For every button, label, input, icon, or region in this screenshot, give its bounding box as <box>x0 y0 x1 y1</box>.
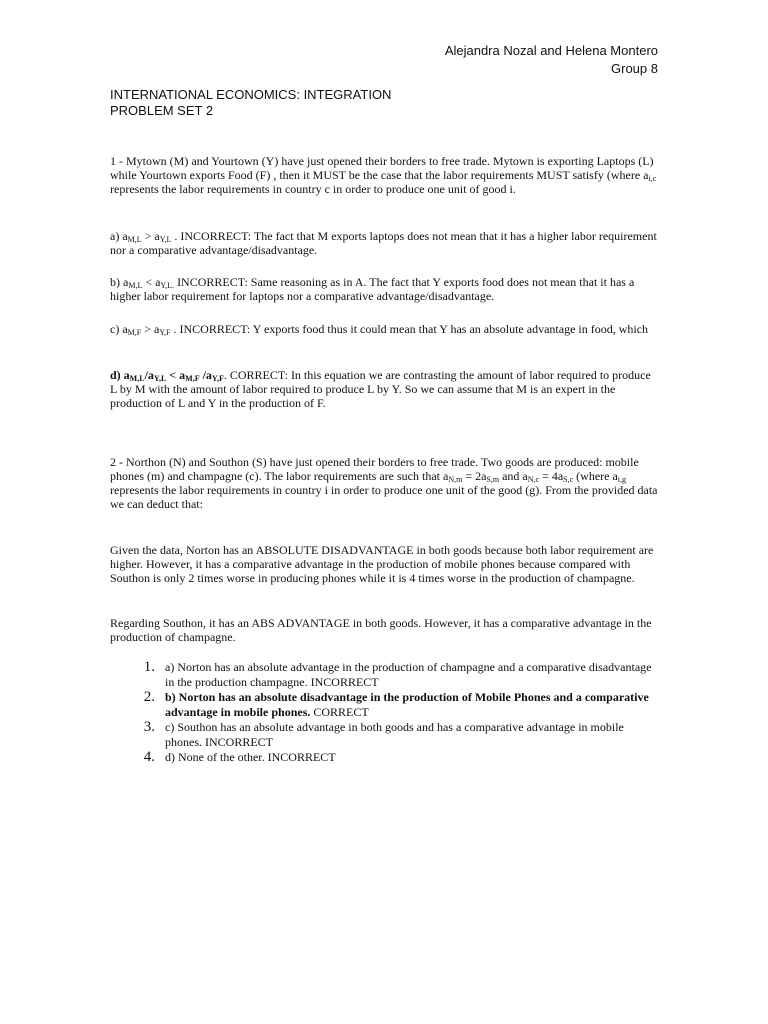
question-2-options-list <box>110 660 658 765</box>
course-title: INTERNATIONAL ECONOMICS: INTEGRATION <box>110 87 392 102</box>
group-line: Group 8 <box>611 61 658 76</box>
question-2-analysis-norton: Given the data, Norton has an ABSOLUTE DISADVANTAGE in both goods because both labor requirement are higher. However, it has a comparative advantage in the production of mobile phones because compared with Southon is only 2 times worse in producing phones while it is 4 times worse in the production of champagne. <box>110 543 654 585</box>
problem-set-title: PROBLEM SET 2 <box>110 103 214 118</box>
question-1-prompt: 1 - Mytown (M) and Yourtown (Y) have just opened their borders to free trade. Mytown is exporting Laptops (L) while Yourtown exports Food (F) , then it MUST be the case that the labor requirements MUST satisfy (where $a_{i,c}$ represents the labor requirements in country c in order to produce one unit of good i. <box>110 154 657 196</box>
question-1-option-b: b) $a_{M,L} < a_{Y,L.}$ INCORRECT: Same reasoning as in A. The fact that Y exports food does not mean that it has a higher labor requirement for laptops nor a comparative advantage/disadvantage. <box>110 275 635 303</box>
question-1-option-d: d) $a_{M,L}/a_{Y,L} < a_{M,F}$ $/a_{Y,F}$. CORRECT: In this equation we are contrasting the amount of labor required to produce L by M with the amount of labor required to produce L by Y. So we can assume that M is an expert in the production of L and Y in the production of F. <box>110 368 651 410</box>
list-item: 4. d) None of the other. INCORRECT <box>143 749 336 765</box>
list-item: 1. a) Norton has an absolute advantage in the production of champagne and a comparative disadvantage in the production champagne. INCORRECT <box>143 659 652 689</box>
authors-line: Alejandra Nozal and Helena Montero <box>444 43 658 58</box>
document-title <box>110 87 391 119</box>
question-2-analysis-southon: Regarding Southon, it has an ABS ADVANTAGE in both goods. However, it has a comparative advantage in the production of champagne. <box>110 616 652 644</box>
list-item: 2. b) Norton has an absolute disadvantage in the production of Mobile Phones and a comparative advantage in mobile phones. CORRECT <box>143 689 649 719</box>
question-1-option-a: a) $a_{M,L} > a_{Y,L}$ . INCORRECT: The fact that M exports laptops does not mean that it has a higher labor requirement nor a comparative advantage/disadvantage. <box>110 229 657 257</box>
question-1-option-c: c) $a_{M,F} > a_{Y,F}$ . INCORRECT: Y exports food thus it could mean that Y has an absolute advantage in food, which <box>110 322 649 337</box>
author-header <box>445 42 658 78</box>
list-item: 3. c) Southon has an absolute advantage in both goods and has a comparative advantage in mobile phones. INCORRECT <box>143 719 624 749</box>
question-2-prompt: 2 - Northon (N) and Southon (S) have just opened their borders to free trade. Two goods are produced: mobile phones (m) and champagne (c). The labor requirements are such that $a_{N,m} = 2a_{S,m}$ and $a_{N,c} = 4a_{S,c}$ (where $a_{i,g}$ represents the labor requirements in country i in order to produce one unit of the good (g). From the provided data we can deduct that: <box>110 455 658 511</box>
